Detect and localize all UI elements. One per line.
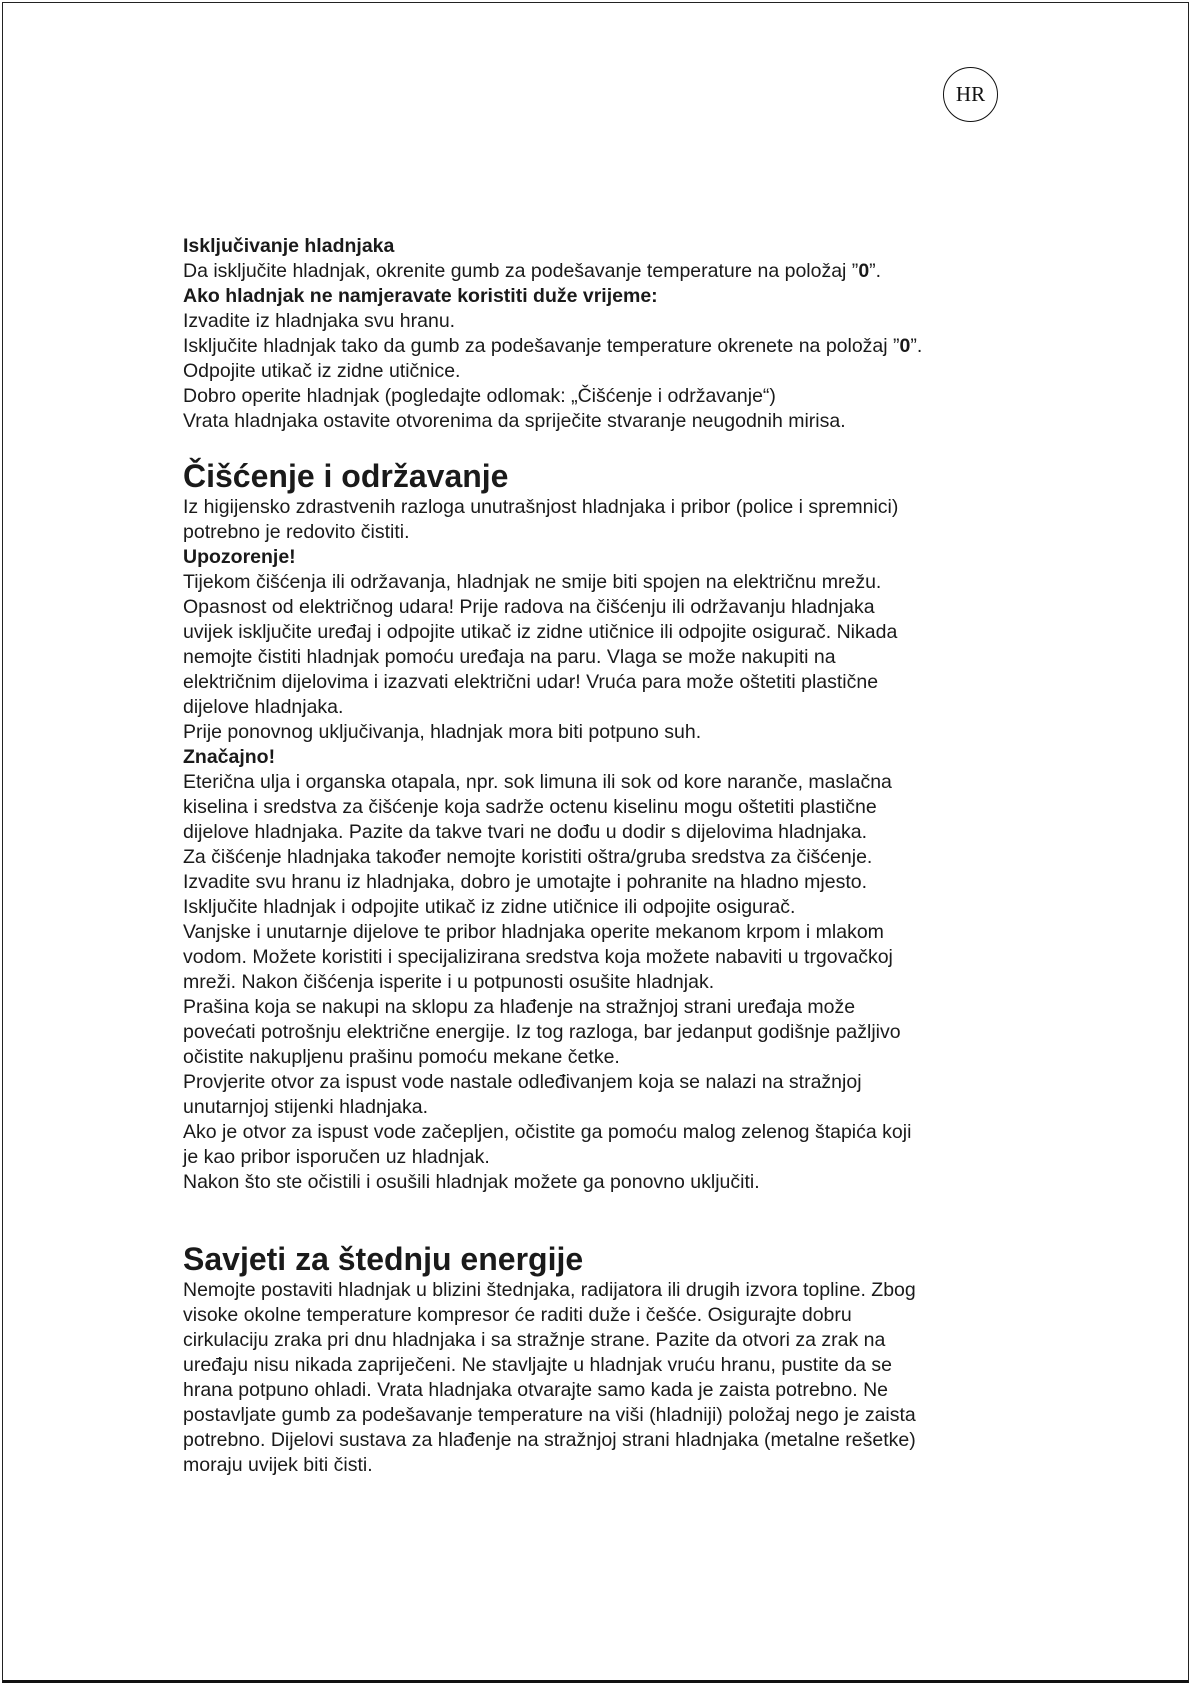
paragraph-line: uvijek isključite uređaj i odpojite utikač iz zidne utičnice ili odpojite osigurač. Nikada [183, 621, 898, 643]
paragraph-line: visoke okolne temperature kompresor će raditi duže i češće. Osigurajte dobru [183, 1304, 852, 1326]
paragraph-line: je kao pribor isporučen uz hladnjak. [183, 1146, 490, 1168]
paragraph-line: kiselina i sredstva za čišćenje koja sadrže octenu kiselinu mogu oštetiti plastične [183, 796, 877, 818]
paragraph-line: dijelove hladnjaka. [183, 696, 344, 718]
position-zero: 0 [899, 335, 911, 357]
paragraph-line: Tijekom čišćenja ili održavanja, hladnjak ne smije biti spojen na električnu mrežu. [183, 571, 882, 593]
paragraph-line: hrana potpuno ohladi. Vrata hladnjaka otvarajte samo kada je zaista potrebno. Ne [183, 1379, 888, 1401]
section-title: Savjeti za štednju energije [183, 1241, 584, 1277]
important-label: Značajno! [183, 746, 276, 768]
paragraph-line: potrebno. Dijelovi sustava za hlađenje na stražnjoj strani hladnjaka (metalne rešetke) [183, 1429, 916, 1451]
paragraph-line: uređaju nisu nikada zapriječeni. Ne stavljajte u hladnjak vruću hranu, pustite da se [183, 1354, 892, 1376]
text-run: ”. [910, 335, 923, 357]
paragraph-line: Dobro operite hladnjak (pogledajte odlomak: „Čišćenje i održavanje“) [183, 385, 776, 407]
paragraph-line: Nemojte postaviti hladnjak u blizini štednjaka, radijatora ili drugih izvora topline. Zbog [183, 1279, 916, 1301]
paragraph-line: Opasnost od električnog udara! Prije radova na čišćenju ili održavanju hladnjaka [183, 596, 875, 618]
paragraph-line: Prije ponovnog uključivanja, hladnjak mora biti potpuno suh. [183, 721, 702, 743]
paragraph-line: Vrata hladnjaka ostavite otvorenima da spriječite stvaranje neugodnih mirisa. [183, 410, 846, 432]
paragraph-line: očistite nakupljenu prašinu pomoću mekane četke. [183, 1046, 620, 1068]
paragraph-line: Isključite hladnjak i odpojite utikač iz zidne utičnice ili odpojite osigurač. [183, 896, 796, 918]
section-switching-off [183, 234, 1023, 434]
text-run: ”. [869, 260, 882, 282]
paragraph-line [183, 334, 1023, 359]
section-heading: Isključivanje hladnjaka [183, 235, 395, 257]
paragraph-line [183, 259, 1023, 284]
paragraph-line: cirkulaciju zraka pri dnu hladnjaka i sa stražnje strane. Pazite da otvori za zrak na [183, 1329, 886, 1351]
section-energy-saving [183, 1242, 1023, 1478]
paragraph-line: dijelove hladnjaka. Pazite da takve tvari ne dođu u dodir s dijelovima hladnjaka. [183, 821, 868, 843]
section-title: Čišćenje i održavanje [183, 458, 509, 494]
paragraph-line: Za čišćenje hladnjaka također nemojte koristiti oštra/gruba sredstva za čišćenje. [183, 846, 873, 868]
paragraph-line: postavljate gumb za podešavanje temperature na viši (hladniji) položaj nego je zaista [183, 1404, 916, 1426]
paragraph-line: mreži. Nakon čišćenja isperite i u potpunosti osušite hladnjak. [183, 971, 715, 993]
paragraph-line: Odpojite utikač iz zidne utičnice. [183, 360, 461, 382]
paragraph-line: Provjerite otvor za ispust vode nastale odleđivanjem koja se nalazi na stražnjoj [183, 1071, 862, 1093]
document-body [183, 234, 1023, 1478]
paragraph-line: Eterična ulja i organska otapala, npr. sok limuna ili sok od kore naranče, maslačna [183, 771, 892, 793]
paragraph-line: unutarnjoj stijenki hladnjaka. [183, 1096, 428, 1118]
paragraph-line: Vanjske i unutarnje dijelove te pribor hladnjaka operite mekanom krpom i mlakom [183, 921, 884, 943]
paragraph-line: Nakon što ste očistili i osušili hladnjak možete ga ponovno uključiti. [183, 1171, 760, 1193]
position-zero: 0 [858, 260, 870, 282]
section-cleaning [183, 459, 1023, 1195]
warning-label: Upozorenje! [183, 546, 296, 568]
text-run: Da isključite hladnjak, okrenite gumb za podešavanje temperature na položaj ” [183, 260, 859, 282]
paragraph-line: nemojte čistiti hladnjak pomoću uređaja na paru. Vlaga se može nakupiti na [183, 646, 836, 668]
paragraph-line: Prašina koja se nakupi na sklopu za hlađenje na stražnjoj strani uređaja može [183, 996, 856, 1018]
paragraph-line: vodom. Možete koristiti i specijalizirana sredstva koja možete nabaviti u trgovačkoj [183, 946, 893, 968]
paragraph-line: električnim dijelovima i izazvati električni udar! Vruća para može oštetiti plastične [183, 671, 879, 693]
paragraph-line: moraju uvijek biti čisti. [183, 1454, 373, 1476]
paragraph-line: Ako je otvor za ispust vode začepljen, očistite ga pomoću malog zelenog štapića koji [183, 1121, 912, 1143]
text-run: Isključite hladnjak tako da gumb za podešavanje temperature okrenete na položaj ” [183, 335, 900, 357]
language-badge: HR [943, 67, 998, 122]
paragraph-line: potrebno je redovito čistiti. [183, 521, 410, 543]
paragraph-line: Izvadite svu hranu iz hladnjaka, dobro je umotajte i pohranite na hladno mjesto. [183, 871, 868, 893]
paragraph-line: Iz higijensko zdrastvenih razloga unutrašnjost hladnjaka i pribor (police i spremnici) [183, 496, 899, 518]
subheading: Ako hladnjak ne namjeravate koristiti duže vrijeme: [183, 285, 658, 307]
paragraph-line: Izvadite iz hladnjaka svu hranu. [183, 310, 456, 332]
paragraph-line: povećati potrošnju električne energije. Iz tog razloga, bar jedanput godišnje pažljivo [183, 1021, 901, 1043]
